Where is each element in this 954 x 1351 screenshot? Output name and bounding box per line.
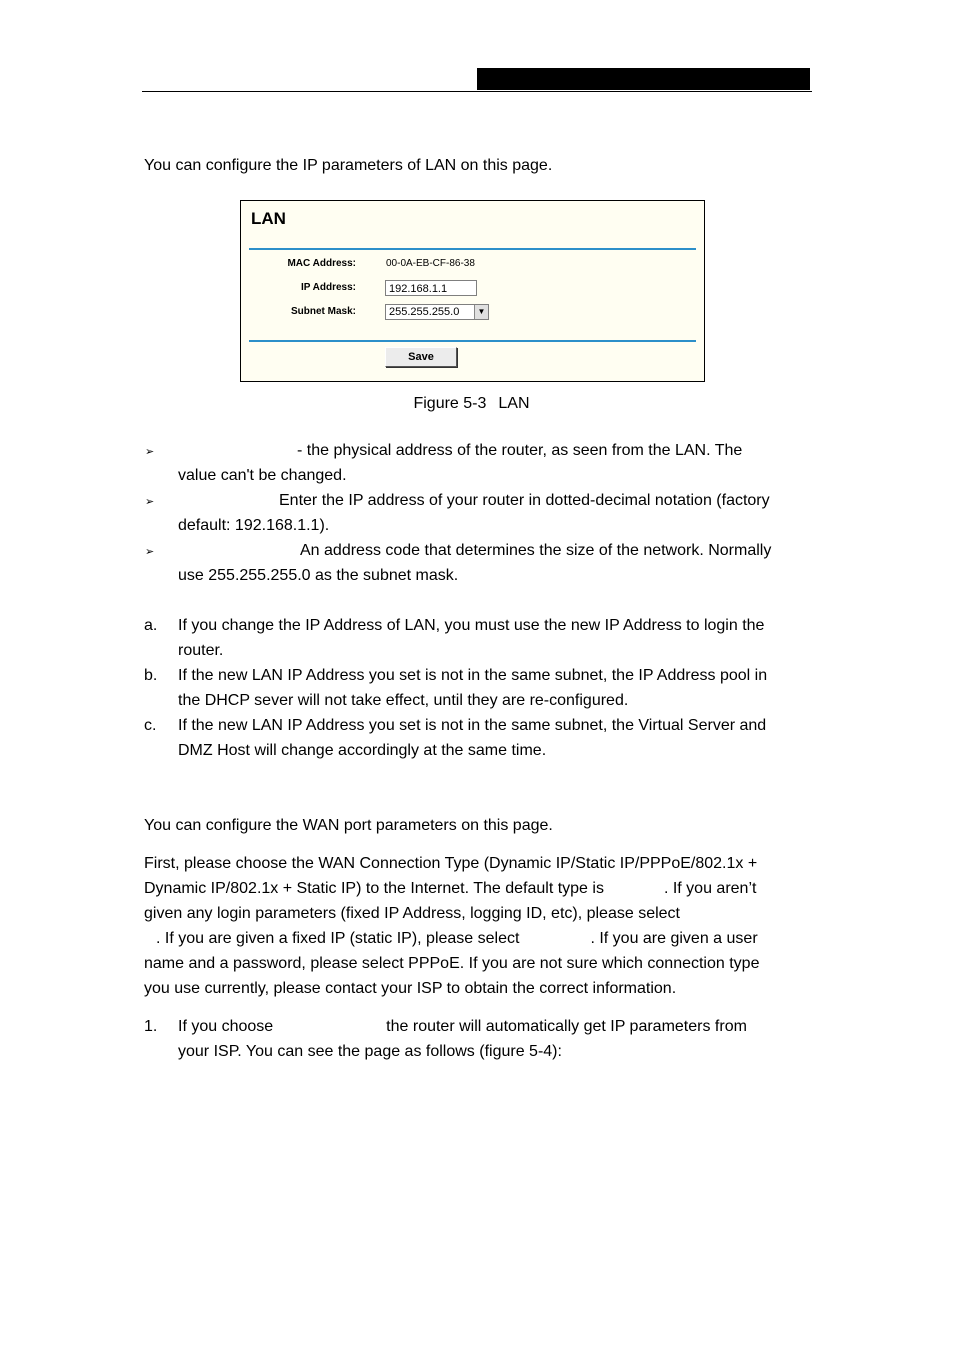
mac-address-label: MAC Address: bbox=[287, 258, 356, 269]
wan-para-line1: First, please choose the WAN Connection Type (Dynamic IP/Static IP/PPPoE/802.1x + bbox=[144, 855, 758, 872]
note-c-line2: DMZ Host will change accordingly at the same time. bbox=[178, 742, 547, 759]
header-bar bbox=[477, 68, 810, 90]
subnet-mask-select[interactable] bbox=[385, 304, 489, 320]
lan-figure bbox=[240, 200, 705, 382]
figure-top-divider bbox=[249, 248, 696, 250]
note-b-line1: If the new LAN IP Address you set is not in the same subnet, the IP Address pool in bbox=[178, 667, 768, 684]
bullet-arrow-icon: ➢ bbox=[145, 546, 155, 558]
mac-bullet-line2: value can't be changed. bbox=[178, 467, 347, 484]
wan-para-line5: name and a password, please select PPPoE. If you are not sure which connection type bbox=[144, 955, 760, 972]
bullet-arrow-icon: ➢ bbox=[145, 496, 155, 508]
note-a-line1: If you change the IP Address of LAN, you must use the new IP Address to login the bbox=[178, 617, 765, 634]
step-1-line2: your ISP. You can see the page as follows (figure 5-4): bbox=[178, 1043, 562, 1060]
ip-address-label: IP Address: bbox=[300, 282, 356, 293]
note-b-line2: the DHCP sever will not take effect, until they are re-configured. bbox=[178, 692, 629, 709]
ip-bullet-line2: default: 192.168.1.1). bbox=[178, 517, 330, 534]
mask-bullet-line1: An address code that determines the size of the network. Normally bbox=[300, 542, 772, 559]
ip-bullet-line1: Enter the IP address of your router in dotted-decimal notation (factory bbox=[279, 492, 770, 509]
step-1-line1: If you choose the router will automatically get IP parameters from bbox=[178, 1018, 747, 1035]
figure-title: LAN bbox=[251, 209, 286, 228]
mask-bullet-line2: use 255.255.255.0 as the subnet mask. bbox=[178, 567, 459, 584]
wan-para-line6: you use currently, please contact your ISP to obtain the correct information. bbox=[144, 980, 677, 997]
note-letter-b: b. bbox=[144, 667, 158, 684]
chevron-down-icon[interactable]: ▼ bbox=[474, 305, 488, 319]
figure-bottom-divider bbox=[249, 340, 696, 342]
mac-bullet-line1: - the physical address of the router, as seen from the LAN. The bbox=[297, 442, 743, 459]
header-rule bbox=[142, 91, 812, 92]
save-button[interactable]: Save bbox=[385, 347, 457, 367]
wan-intro: You can configure the WAN port parameters on this page. bbox=[144, 817, 553, 834]
wan-para-line4: . If you are given a fixed IP (static IP), please select . If you are given a user bbox=[156, 930, 758, 947]
subnet-mask-value: 255.255.255.0 bbox=[389, 306, 460, 318]
wan-para-line3: given any login parameters (fixed IP Address, logging ID, etc), please select bbox=[144, 905, 680, 922]
step-1-number: 1. bbox=[144, 1018, 158, 1035]
mac-address-value: 00-0A-EB-CF-86-38 bbox=[386, 258, 475, 269]
figure-caption bbox=[240, 394, 703, 414]
note-c-line1: If the new LAN IP Address you set is not in the same subnet, the Virtual Server and bbox=[178, 717, 767, 734]
caption-name: LAN bbox=[498, 395, 530, 412]
lan-intro: You can configure the IP parameters of LAN on this page. bbox=[144, 157, 553, 174]
subnet-mask-label: Subnet Mask: bbox=[290, 306, 356, 317]
note-a-line2: router. bbox=[178, 642, 224, 659]
wan-para-line2: Dynamic IP/802.1x + Static IP) to the Internet. The default type is . If you aren’t bbox=[144, 880, 757, 897]
ip-address-input[interactable]: 192.168.1.1 bbox=[385, 280, 477, 296]
bullet-arrow-icon: ➢ bbox=[145, 446, 155, 458]
caption-number: Figure 5-3 bbox=[413, 395, 487, 412]
note-letter-a: a. bbox=[144, 617, 158, 634]
note-letter-c: c. bbox=[144, 717, 157, 734]
